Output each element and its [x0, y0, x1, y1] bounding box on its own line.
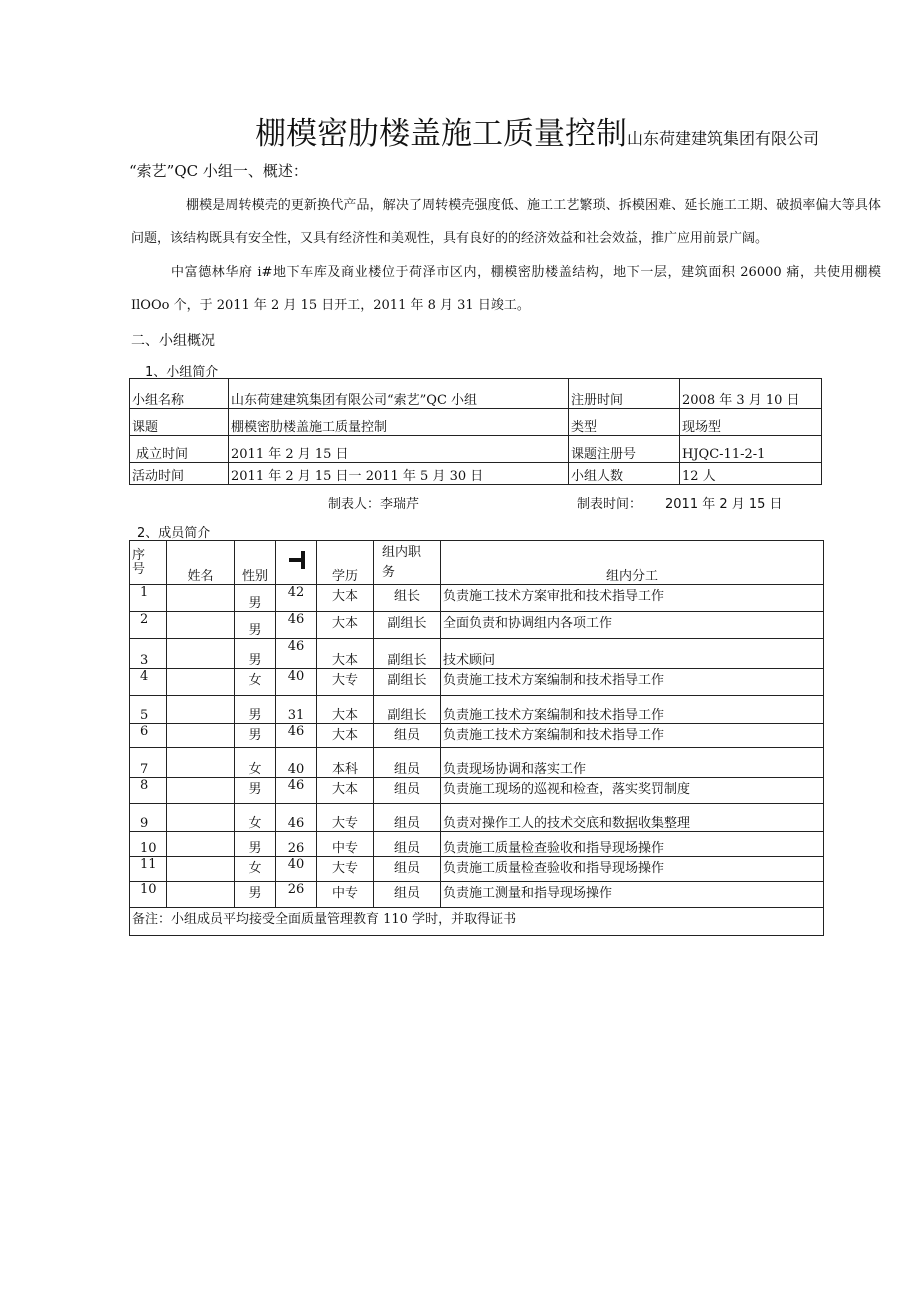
table-row	[130, 409, 822, 436]
member-role-cell: 组员	[374, 832, 441, 857]
member-gender-cell: 男	[235, 585, 276, 612]
table-row	[130, 669, 824, 696]
table-cell: 活动时间	[130, 463, 229, 485]
table-maker: 制表人：李瑞芹	[328, 497, 420, 512]
subtitle: “索艺”QC 小组一、概述：	[129, 162, 308, 180]
member-seq-cell: 2	[130, 612, 167, 639]
member-duty-cell: 负责施工测量和指导现场操作	[441, 882, 824, 908]
table-row	[130, 463, 822, 485]
table-time-label: 制表时间：	[577, 497, 643, 512]
member-duty-cell: 负责施工质量检查验收和指导现场操作	[441, 857, 824, 882]
table-cell: 棚模密肋楼盖施工质量控制	[229, 409, 569, 436]
member-duty-cell: 负责施工技术方案编制和技术指导工作	[441, 724, 824, 748]
member-seq-cell: 1	[130, 585, 167, 612]
member-age-cell: 31	[276, 696, 317, 724]
header-seq: 序 号	[130, 541, 167, 585]
overview-paragraph-1: 棚模是周转模壳的更新换代产品，解决了周转模壳强度低、施工工艺繁琐、拆模困难、延长施工工期、破损率偏大等具体问题，该结构既具有安全性，又具有经济性和美观性，具有良好的的经济效益和社会效益，推广应用前景广阔。	[131, 198, 881, 246]
member-role-cell: 组员	[374, 882, 441, 908]
member-name-cell	[167, 857, 235, 882]
header-name: 姓名	[167, 541, 235, 585]
member-gender-cell: 男	[235, 639, 276, 669]
member-edu-cell: 大专	[317, 669, 374, 696]
member-gender-cell: 女	[235, 804, 276, 832]
overview-paragraph-2: 中富德林华府 i#地下车库及商业楼位于荷泽市区内，棚模密肋楼盖结构，地下一层，建筑面积 26000 痛，共使用棚模 IlOOo 个，于 2011 年 2 月 15 日开工，2011 年 8 月 31 日竣工。	[131, 265, 881, 313]
member-name-cell	[167, 748, 235, 778]
member-seq-cell: 4	[130, 669, 167, 696]
table-row	[130, 832, 824, 857]
member-role-cell: 组员	[374, 748, 441, 778]
member-duty-cell: 负责施工技术方案编制和技术指导工作	[441, 696, 824, 724]
table-cell: 山东荷建建筑集团有限公司“索艺”QC 小组	[229, 379, 569, 409]
member-role-cell: 组员	[374, 724, 441, 748]
header-age	[276, 541, 317, 585]
group-intro-heading: 1、小组简介	[145, 365, 219, 380]
member-gender-cell: 男	[235, 882, 276, 908]
member-gender-cell: 男	[235, 832, 276, 857]
table-row	[130, 639, 824, 669]
table-cell: 2011 年 2 月 15 日一 2011 年 5 月 30 日	[229, 463, 569, 485]
table-cell: 注册时间	[569, 379, 680, 409]
member-edu-cell: 大本	[317, 585, 374, 612]
member-edu-cell: 本科	[317, 748, 374, 778]
member-age-cell: 46	[276, 639, 317, 669]
member-role-cell: 组员	[374, 804, 441, 832]
table-row	[130, 379, 822, 409]
member-age-cell: 42	[276, 585, 317, 612]
member-role-cell: 组员	[374, 778, 441, 804]
age-header-mark-icon	[289, 551, 303, 569]
table-row	[130, 748, 824, 778]
member-age-cell: 46	[276, 612, 317, 639]
member-name-cell	[167, 804, 235, 832]
member-gender-cell: 女	[235, 669, 276, 696]
table-cell: 成立时间	[130, 436, 229, 463]
table-row	[130, 778, 824, 804]
header-role: 组内职 务	[374, 541, 441, 585]
member-role-cell: 组长	[374, 585, 441, 612]
member-role-cell: 副组长	[374, 612, 441, 639]
member-name-cell	[167, 639, 235, 669]
table-cell: 2008 年 3 月 10 日	[680, 379, 822, 409]
table-cell: 课题注册号	[569, 436, 680, 463]
member-name-cell	[167, 724, 235, 748]
member-duty-cell: 负责对操作工人的技术交底和数据收集整理	[441, 804, 824, 832]
table-cell: 小组人数	[569, 463, 680, 485]
member-edu-cell: 大本	[317, 778, 374, 804]
member-age-cell: 40	[276, 748, 317, 778]
document-title	[255, 108, 819, 153]
member-edu-cell: 中专	[317, 832, 374, 857]
member-age-cell: 40	[276, 669, 317, 696]
member-duty-cell: 负责施工技术方案审批和技术指导工作	[441, 585, 824, 612]
table-cell: 类型	[569, 409, 680, 436]
title-main: 棚模密肋楼盖施工质量控制	[255, 116, 627, 152]
members-heading: 2、成员简介	[137, 526, 211, 541]
member-edu-cell: 大专	[317, 857, 374, 882]
member-seq-cell: 10	[130, 882, 167, 908]
table-row	[130, 696, 824, 724]
member-duty-cell: 负责现场协调和落实工作	[441, 748, 824, 778]
table-row	[130, 585, 824, 612]
member-age-cell: 40	[276, 857, 317, 882]
member-seq-cell: 7	[130, 748, 167, 778]
member-gender-cell: 男	[235, 778, 276, 804]
member-role-cell: 组员	[374, 857, 441, 882]
member-seq-cell: 6	[130, 724, 167, 748]
member-gender-cell: 女	[235, 748, 276, 778]
member-edu-cell: 大本	[317, 639, 374, 669]
table-cell: 课题	[130, 409, 229, 436]
member-seq-cell: 8	[130, 778, 167, 804]
member-age-cell: 46	[276, 724, 317, 748]
member-age-cell: 26	[276, 882, 317, 908]
member-gender-cell: 女	[235, 857, 276, 882]
members-table	[129, 540, 824, 936]
member-duty-cell: 负责施工质量检查验收和指导现场操作	[441, 832, 824, 857]
member-seq-cell: 5	[130, 696, 167, 724]
table-header-row	[130, 541, 824, 585]
table-row	[130, 857, 824, 882]
member-name-cell	[167, 778, 235, 804]
section-heading-group: 二、小组概况	[131, 333, 215, 349]
member-edu-cell: 中专	[317, 882, 374, 908]
member-edu-cell: 大本	[317, 612, 374, 639]
member-duty-cell: 全面负责和协调组内各项工作	[441, 612, 824, 639]
member-edu-cell: 大本	[317, 724, 374, 748]
table-row	[130, 882, 824, 908]
header-gender: 性别	[235, 541, 276, 585]
member-gender-cell: 男	[235, 724, 276, 748]
group-intro-table	[129, 378, 822, 485]
table-row	[130, 724, 824, 748]
member-name-cell	[167, 696, 235, 724]
member-duty-cell: 负责施工技术方案编制和技术指导工作	[441, 669, 824, 696]
members-note: 备注：小组成员平均接受全面质量管理教育 110 学时，并取得证书	[130, 908, 824, 936]
member-age-cell: 26	[276, 832, 317, 857]
member-name-cell	[167, 832, 235, 857]
table-cell: 2011 年 2 月 15 日	[229, 436, 569, 463]
member-gender-cell: 男	[235, 612, 276, 639]
member-role-cell: 副组长	[374, 639, 441, 669]
member-edu-cell: 大本	[317, 696, 374, 724]
member-name-cell	[167, 669, 235, 696]
table-row	[130, 436, 822, 463]
member-seq-cell: 3	[130, 639, 167, 669]
member-age-cell: 46	[276, 804, 317, 832]
table-cell: 现场型	[680, 409, 822, 436]
table-row	[130, 804, 824, 832]
table-note-row	[130, 908, 824, 936]
table-cell: 12 人	[680, 463, 822, 485]
member-name-cell	[167, 882, 235, 908]
member-role-cell: 副组长	[374, 669, 441, 696]
table-cell: HJQC-11-2-1	[680, 436, 822, 463]
table-time-value: 2011 年 2 月 15 日	[665, 497, 783, 512]
member-seq-cell: 11	[130, 857, 167, 882]
member-duty-cell: 负责施工现场的巡视和检查，落实奖罚制度	[441, 778, 824, 804]
table-row	[130, 612, 824, 639]
header-duty: 组内分工	[441, 541, 824, 585]
member-name-cell	[167, 612, 235, 639]
member-role-cell: 副组长	[374, 696, 441, 724]
member-age-cell: 46	[276, 778, 317, 804]
member-duty-cell: 技术顾问	[441, 639, 824, 669]
member-name-cell	[167, 585, 235, 612]
title-company: 山东荷建建筑集团有限公司	[627, 129, 820, 148]
member-edu-cell: 大专	[317, 804, 374, 832]
table-cell: 小组名称	[130, 379, 229, 409]
member-seq-cell: 9	[130, 804, 167, 832]
header-edu: 学历	[317, 541, 374, 585]
member-seq-cell: 10	[130, 832, 167, 857]
member-gender-cell: 男	[235, 696, 276, 724]
